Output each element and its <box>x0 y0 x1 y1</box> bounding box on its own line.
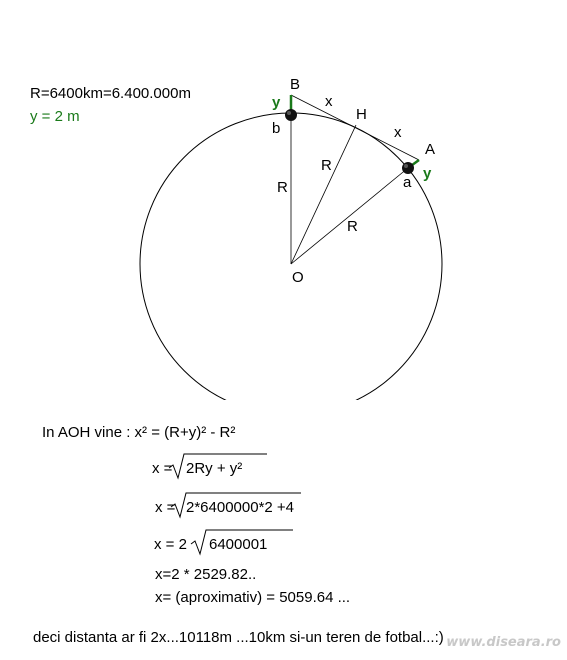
watermark: www.diseara.ro <box>446 635 561 650</box>
conclusion-text: deci distanta ar fi 2x...10118m ...10km si-un teren de fotbal...:) <box>33 629 444 646</box>
equation-x-lhs-3: x = 2 <box>154 536 187 553</box>
label-point-H: H <box>356 106 367 123</box>
radius-OH <box>291 125 356 264</box>
radius-OA <box>291 168 408 264</box>
radicand-1: 2Ry + y² <box>186 460 243 477</box>
radicand-2: 2*6400000*2 +4 <box>186 499 295 516</box>
height-definition: y = 2 m <box>30 108 80 125</box>
equation-x-lhs-2: x = <box>155 499 176 516</box>
equation-square-root-value: x=2 * 2529.82.. <box>155 566 257 583</box>
radicand-3: 6400001 <box>209 536 268 553</box>
label-x-top: x <box>325 93 333 110</box>
label-x-right: x <box>394 124 402 141</box>
equation-approximate-result: x= (aproximativ) = 5059.64 ... <box>155 589 351 606</box>
label-R-lower: R <box>347 218 358 235</box>
label-y-left: y <box>272 94 281 111</box>
label-point-B: B <box>290 76 301 93</box>
observer-dot-a <box>402 162 414 174</box>
label-a: a <box>403 174 412 191</box>
label-R-middle: R <box>321 157 332 174</box>
equation-x-lhs-1: x = <box>152 460 173 477</box>
observer-dot-b <box>285 109 297 121</box>
radius-definition: R=6400km=6.400.000m <box>30 85 191 102</box>
label-point-O: O <box>292 269 304 286</box>
equation-pythagoras: In AOH vine : x² = (R+y)² - R² <box>42 424 236 441</box>
label-R-vertical: R <box>277 179 288 196</box>
label-y-right: y <box>423 165 432 182</box>
label-b: b <box>272 120 281 137</box>
label-point-A: A <box>425 141 436 158</box>
